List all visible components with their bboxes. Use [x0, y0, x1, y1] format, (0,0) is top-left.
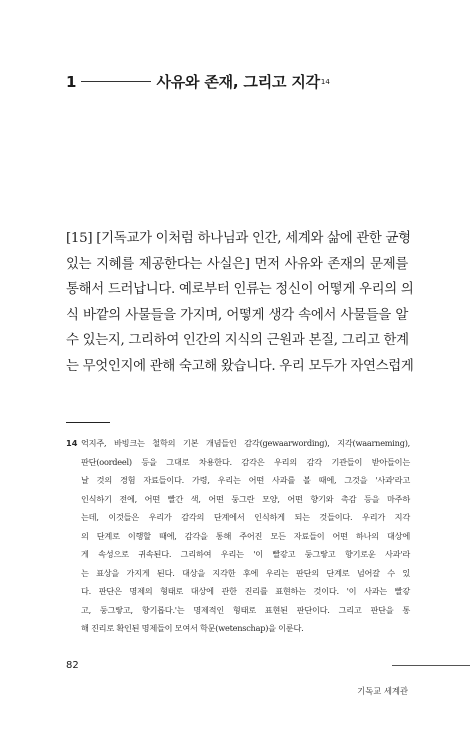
footnote-line: 는데, 이것들은 우리가 감각의 단계에서 인식하게 되는 것들이다. 우리가 지각 — [81, 512, 410, 522]
body-line: 있는 지혜를 제공한다는 사실은] 먼저 사유와 존재의 문제를 — [66, 256, 408, 272]
chapter-footnote-ref: 14 — [320, 77, 330, 86]
chapter-rule — [81, 81, 151, 82]
footnote-line: 는 표상을 가지게 된다. 대상을 지각한 후에 우리는 판단의 단계로 넘어갈 수 있 — [81, 567, 410, 578]
footnote — [66, 434, 410, 638]
chapter-title: 사유와 존재, 그리고 지각 — [156, 73, 320, 91]
body-line: 는 무엇인지에 관해 숙고해 왔습니다. 우리 모두가 자연스럽게 — [66, 358, 414, 374]
footnote-line: 억지주, 바빙크는 철학의 기본 개념들인 감각(gewaarwording), 지각(waarneming), — [81, 438, 410, 448]
footnote-line: 날 것의 경험 자료들이다. 가령, 우리는 어떤 사과를 볼 때에, 그것을 '사과'라고 — [81, 475, 410, 485]
footnote-number: 14 — [66, 438, 78, 448]
footnote-line: 고, 둥그랗고, 향기롭다.'는 명제적인 형태로 표현된 판단이다. 그리고 판단을 통 — [81, 604, 410, 615]
chapter-number: 1 — [66, 72, 77, 91]
running-footer-title: 기독교 세계관 — [357, 686, 408, 696]
body-paragraph — [66, 226, 414, 380]
footnote-line: 인식하기 전에, 어떤 빨간 색, 어떤 둥그란 모양, 어떤 향기와 촉감 등을 마주하 — [81, 493, 410, 504]
footnote-line: 해 진리로 확인된 명제들이 모여서 학문(wetenschap)을 이룬다. — [81, 623, 304, 633]
footer-rule — [392, 665, 470, 666]
body-line: 수 있는지, 그리하여 인간의 지식의 근원과 본질, 그리고 한계 — [66, 333, 409, 349]
footnote-body — [81, 434, 410, 638]
footnote-line: 다. 판단은 명제의 형태로 대상에 관한 진리를 표현하는 것이다. '이 사과는 빨갛 — [81, 586, 410, 596]
footnote-separator — [66, 422, 110, 423]
footnote-line: 의 단계로 이행할 때에, 감각을 통해 주어진 모든 자료들이 어떤 하나의 대상에 — [81, 530, 410, 541]
footnote-line: 판단(oordeel) 등을 그대로 차용한다. 감각은 우리의 감각 기관들이 받아들이는 — [81, 456, 410, 467]
page-number: 82 — [66, 660, 79, 671]
body-line: 통해서 드러납니다. 예로부터 인류는 정신이 어떻게 우리의 의 — [66, 282, 414, 298]
body-line: 식 바깥의 사물들을 가지며, 어떻게 생각 속에서 사물들을 알 — [66, 307, 408, 323]
footnote-line: 게 속성으로 귀속된다. 그리하여 우리는 '이 빨갛고 둥그랗고 향기로운 사과'라 — [81, 549, 410, 559]
chapter-heading — [66, 71, 406, 92]
body-line: [15] [기독교가 이처럼 하나님과 인간, 세계와 삶에 관한 균형 — [66, 231, 411, 246]
